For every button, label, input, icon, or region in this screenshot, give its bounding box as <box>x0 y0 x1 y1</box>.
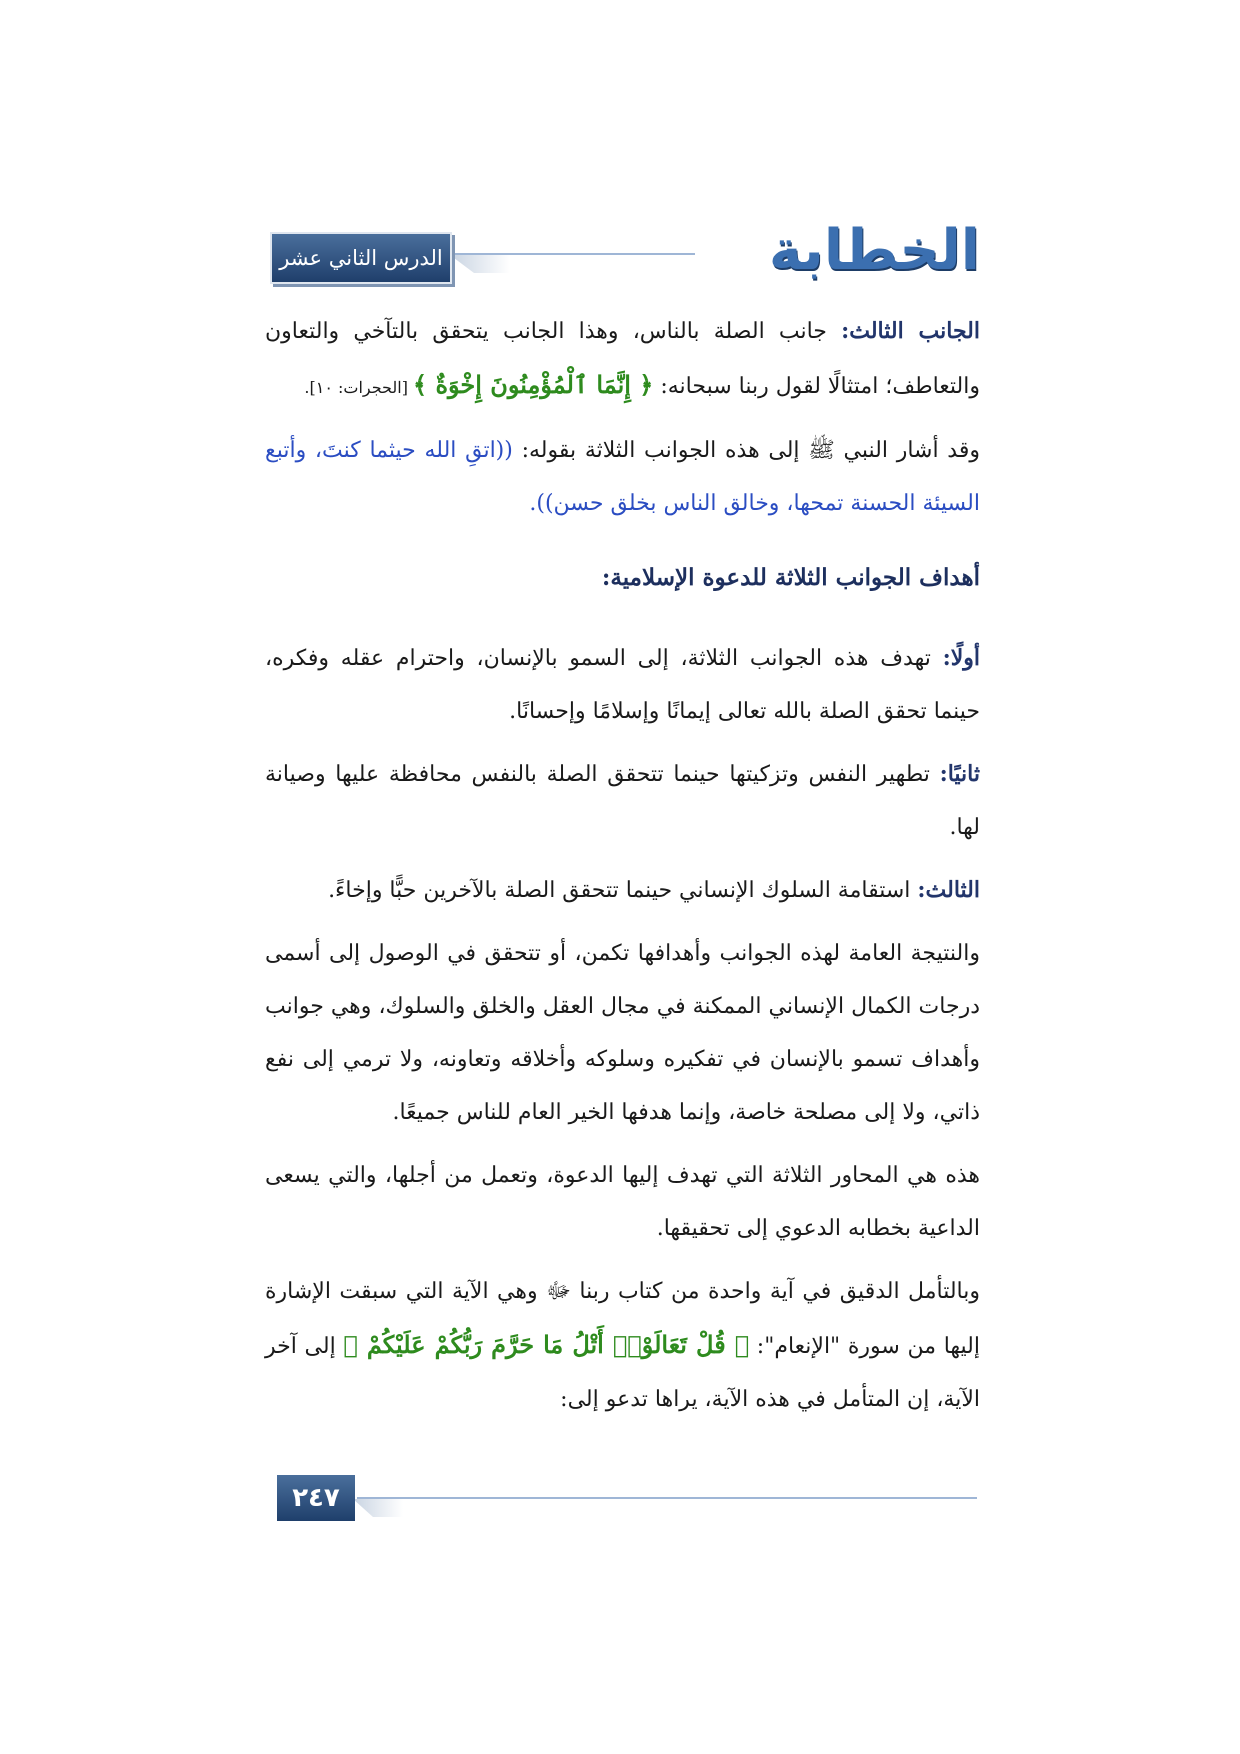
page-body <box>265 305 980 1436</box>
paragraph-lead: الجانب الثالث: <box>841 318 980 344</box>
quran-verse: ﴿ إِنَّمَا ٱلْمُؤْمِنُونَ إِخْوَةٌ ﴾ <box>413 370 654 399</box>
footer-rule-shade <box>353 1499 403 1517</box>
paragraph-text: وقد أشار النبي ﷺ إلى هذه الجوانب الثلاثة بقوله: <box>512 438 980 463</box>
paragraph-text: وبالتأمل الدقيق في آية واحدة من كتاب ربنا ﷻ وهي الآية التي سبقت الإشارة إليها من سورة "الإنعام": <box>265 1279 980 1359</box>
header-rule <box>455 253 695 255</box>
quran-verse: ﴿ قُلْ تَعَالَوْا۟ أَتْلُ مَا حَرَّمَ رَبُّكُمْ عَلَيْكُمْ ﴾ <box>343 1330 750 1359</box>
paragraph-first-goal <box>265 632 980 738</box>
page-header <box>270 218 980 285</box>
paragraph-text: إلى آخر الآية، إن المتأمل في هذه الآية، يراها تدعو إلى: <box>265 1334 980 1412</box>
page-number: ٢٤٧ <box>277 1475 355 1521</box>
lesson-label: الدرس الثاني عشر <box>270 232 452 284</box>
paragraph-lead: الثالث: <box>917 877 980 903</box>
paragraph-text: تطهير النفس وتزكيتها حينما تتحقق الصلة بالنفس محافظة عليها وصيانة لها. <box>265 762 980 840</box>
section-heading: أهداف الجوانب الثلاثة للدعوة الإسلامية: <box>601 564 980 591</box>
paragraph-lead: أولًا: <box>942 645 980 671</box>
paragraph-hadith <box>265 424 980 530</box>
paragraph-third-aspect <box>265 305 980 414</box>
hadith-quote: ((اتقِ الله حيثما كنتَ، وأتبع السيئة الحسنة تمحها، وخالق الناس بخلق حسن)). <box>265 438 980 516</box>
paragraph-three-axes: هذه هي المحاور الثلاثة التي تهدف إليها الدعوة، وتعمل من أجلها، والتي يسعى الداعية بخطابه الدعوي إلى تحقيقها. <box>265 1163 980 1241</box>
paragraph-text: استقامة السلوك الإنساني حينما تتحقق الصلة بالآخرين حبًّا وإخاءً. <box>328 878 918 903</box>
page-footer <box>277 1475 977 1525</box>
header-rule-shade <box>450 255 510 273</box>
book-title: الخطابة <box>768 218 980 283</box>
verse-reference: [الحجرات: ١٠]. <box>304 378 414 397</box>
paragraph-second-goal <box>265 748 980 854</box>
paragraph-lead: ثانيًا: <box>939 761 980 787</box>
paragraph-text: جانب الصلة بالناس، وهذا الجانب يتحقق بالتآخي والتعاون والتعاطف؛ امتثالًا لقول ربنا سبحانه: <box>265 319 980 399</box>
paragraph-verse-reflection <box>265 1265 980 1426</box>
paragraph-third-goal <box>265 864 980 917</box>
paragraph-text: تهدف هذه الجوانب الثلاثة، إلى السمو بالإنسان، واحترام عقله وفكره، حينما تحقق الصلة بالله تعالى إيمانًا وإسلامًا وإحسانًا. <box>265 646 980 724</box>
paragraph-general-result: والنتيجة العامة لهذه الجوانب وأهدافها تكمن، أو تتحقق في الوصول إلى أسمى درجات الكمال الإنساني الممكنة في مجال العقل والخلق والسلوك، وهي جوانب وأهداف تسمو بالإنسان في تفكيره وسلوكه وأخلاقه وتعاونه، ولا ترمي إلى نفع ذاتي، ولا إلى مصلحة خاصة، وإنما هدفها الخير العام للناس جميعًا. <box>265 941 980 1125</box>
footer-rule <box>357 1497 977 1499</box>
